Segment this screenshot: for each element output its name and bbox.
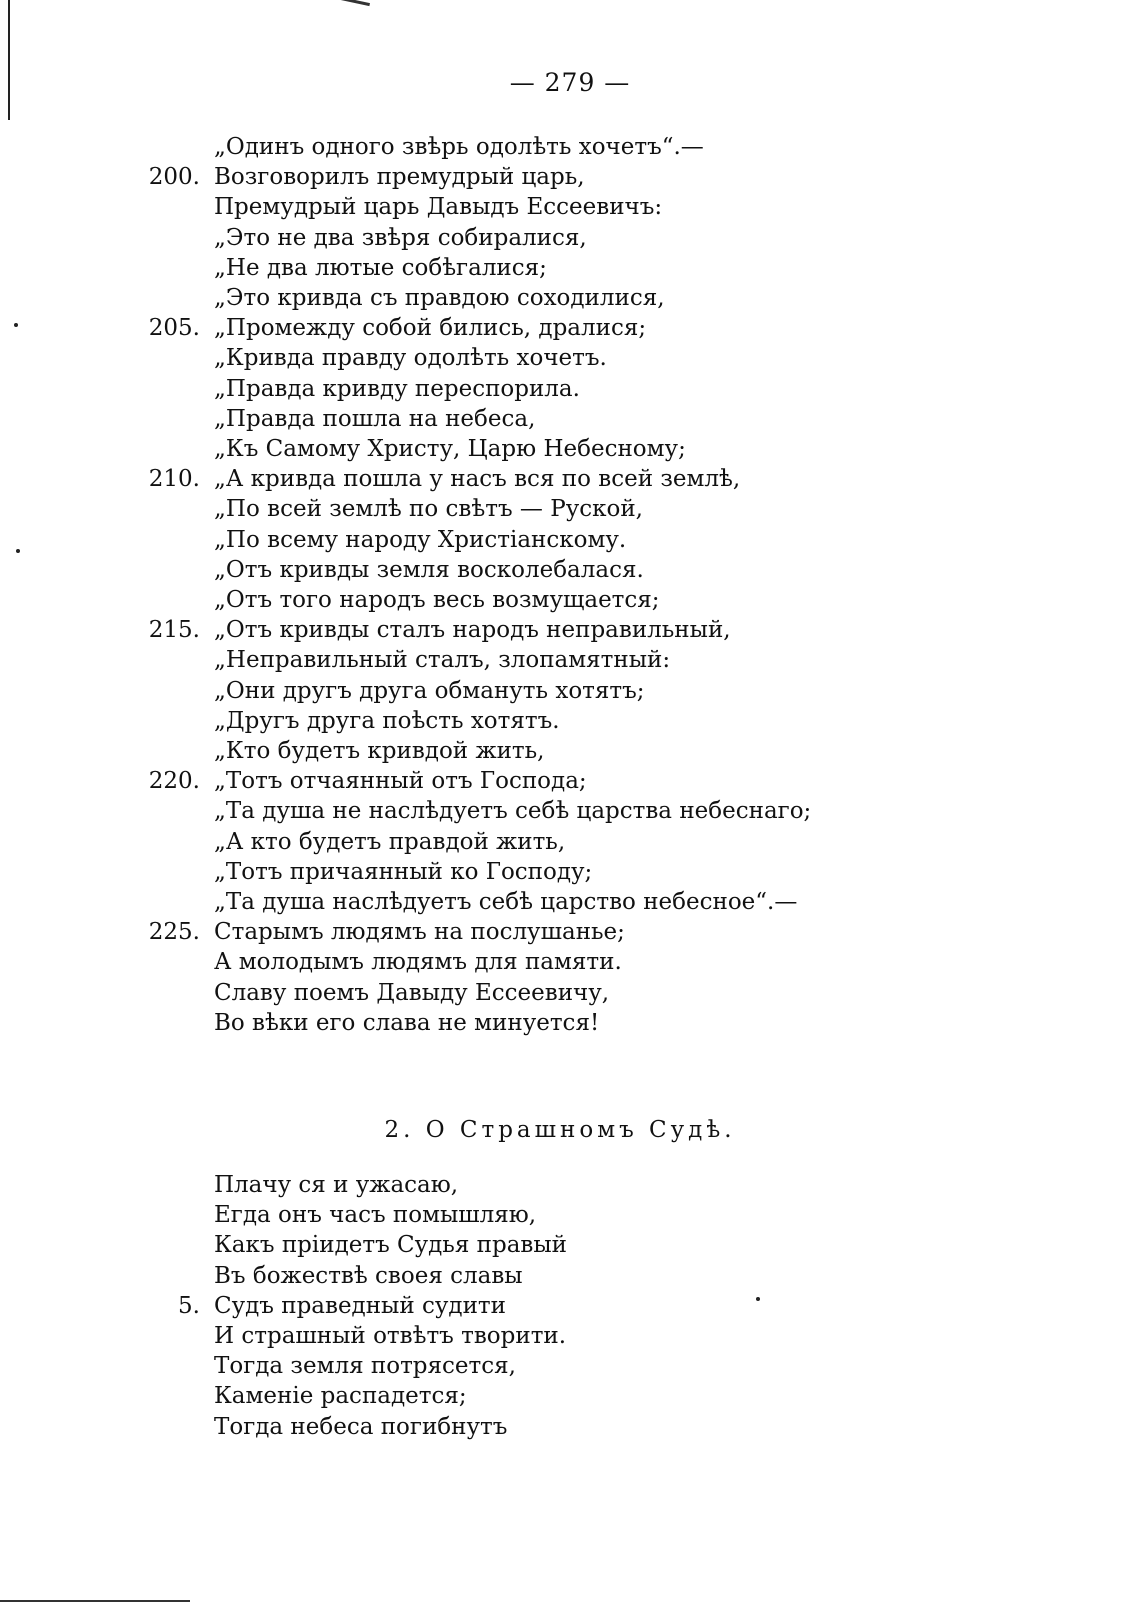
scan-speck xyxy=(16,549,20,553)
verse-text: „Кривда правду одолѣть хочетъ. xyxy=(214,345,607,372)
verse-text: „А кто будетъ правдой жить, xyxy=(214,828,566,855)
verse-text: „Отъ того народъ весь возмущается; xyxy=(214,587,660,613)
scan-speck xyxy=(14,323,18,327)
verse-text: „Правда кривду переспорила. xyxy=(214,375,580,402)
line-number: 215. xyxy=(148,617,200,644)
verse-text: „Та душа наслѣдуетъ себѣ царство небесное“.— xyxy=(214,889,798,915)
verse-text: „А кривда пошла у насъ вся по всей землѣ, xyxy=(214,466,741,493)
verse-text: „Это не два звѣря собиралися, xyxy=(214,224,587,251)
verse-text: И страшный отвѣтъ творити. xyxy=(214,1323,567,1349)
verse-text: „Это кривда съ правдою соходилися, xyxy=(214,285,665,311)
verse-text: „Промежду собой бились, дралися; xyxy=(214,315,647,342)
verse-text: Плачу ся и ужасаю, xyxy=(214,1172,459,1198)
line-number: 225. xyxy=(148,919,200,946)
scan-margin-line xyxy=(8,0,10,120)
verse-text: „Одинъ одного звѣрь одолѣть хочетъ“.— xyxy=(214,134,704,160)
verse-text: Славу поемъ Давыду Ессеевичу, xyxy=(214,979,610,1006)
verse-text: Въ божествѣ своея славы xyxy=(214,1262,523,1289)
verse-text: „Правда пошла на небеса, xyxy=(214,405,536,432)
verse-text: Тогда небеса погибнутъ xyxy=(214,1413,508,1440)
verse-text: Судъ праведный судити xyxy=(214,1292,506,1319)
line-number: 5. xyxy=(178,1292,200,1319)
verse-text: Какъ пріидетъ Судья правый xyxy=(214,1232,567,1259)
verse-text: Егда онъ часъ помышляю, xyxy=(214,1202,537,1229)
verse-text: Старымъ людямъ на послушанье; xyxy=(214,919,625,946)
verse-text: „Другъ друга поѣсть хотятъ. xyxy=(214,707,560,734)
line-number: 205. xyxy=(148,315,200,342)
verse-text: „По всему народу Христіанскому. xyxy=(214,526,627,553)
verse-text: Во вѣки его слава не минуется! xyxy=(214,1009,600,1036)
verse-text: Премудрый царь Давыдъ Ессеевичъ: xyxy=(214,194,663,221)
verse-text: „Та душа не наслѣдуетъ себѣ царства небеснаго; xyxy=(214,798,812,825)
line-number: 200. xyxy=(148,164,200,191)
page-number: — 279 — xyxy=(509,68,631,97)
verse-text: „Отъ кривды земля восколебалася. xyxy=(214,556,644,583)
verse-text: „Неправильный сталъ, злопамятный: xyxy=(214,647,671,674)
scan-bottom-line xyxy=(0,1600,190,1602)
verse-text: Тогда земля потрясется, xyxy=(214,1353,516,1380)
scan-speck xyxy=(756,1297,760,1301)
verse-text: Возговорилъ премудрый царь, xyxy=(214,164,585,191)
verse-text: „Къ Самому Христу, Царю Небесному; xyxy=(214,436,686,462)
verse-text: „Они другъ друга обмануть хотятъ; xyxy=(214,677,645,704)
scan-mark-top xyxy=(340,0,370,6)
verse-text: „Не два лютые собѣгалися; xyxy=(214,254,547,281)
verse-text: „Кто будетъ кривдой жить, xyxy=(214,738,545,764)
line-number: 220. xyxy=(148,768,200,795)
verse-text: Каменіе распадется; xyxy=(214,1383,467,1410)
verse-text: „Тотъ отчаянный отъ Господа; xyxy=(214,768,587,795)
verse-text: А молодымъ людямъ для памяти. xyxy=(214,949,622,976)
verse-text: „По всей землѣ по свѣтъ — Руской, xyxy=(214,496,643,523)
line-number: 210. xyxy=(148,466,200,493)
verse-text: „Отъ кривды сталъ народъ неправильный, xyxy=(214,617,731,644)
verse-text: „Тотъ причаянный ко Господу; xyxy=(214,858,593,885)
section-title: 2. О Страшномъ Судѣ. xyxy=(384,1117,736,1143)
